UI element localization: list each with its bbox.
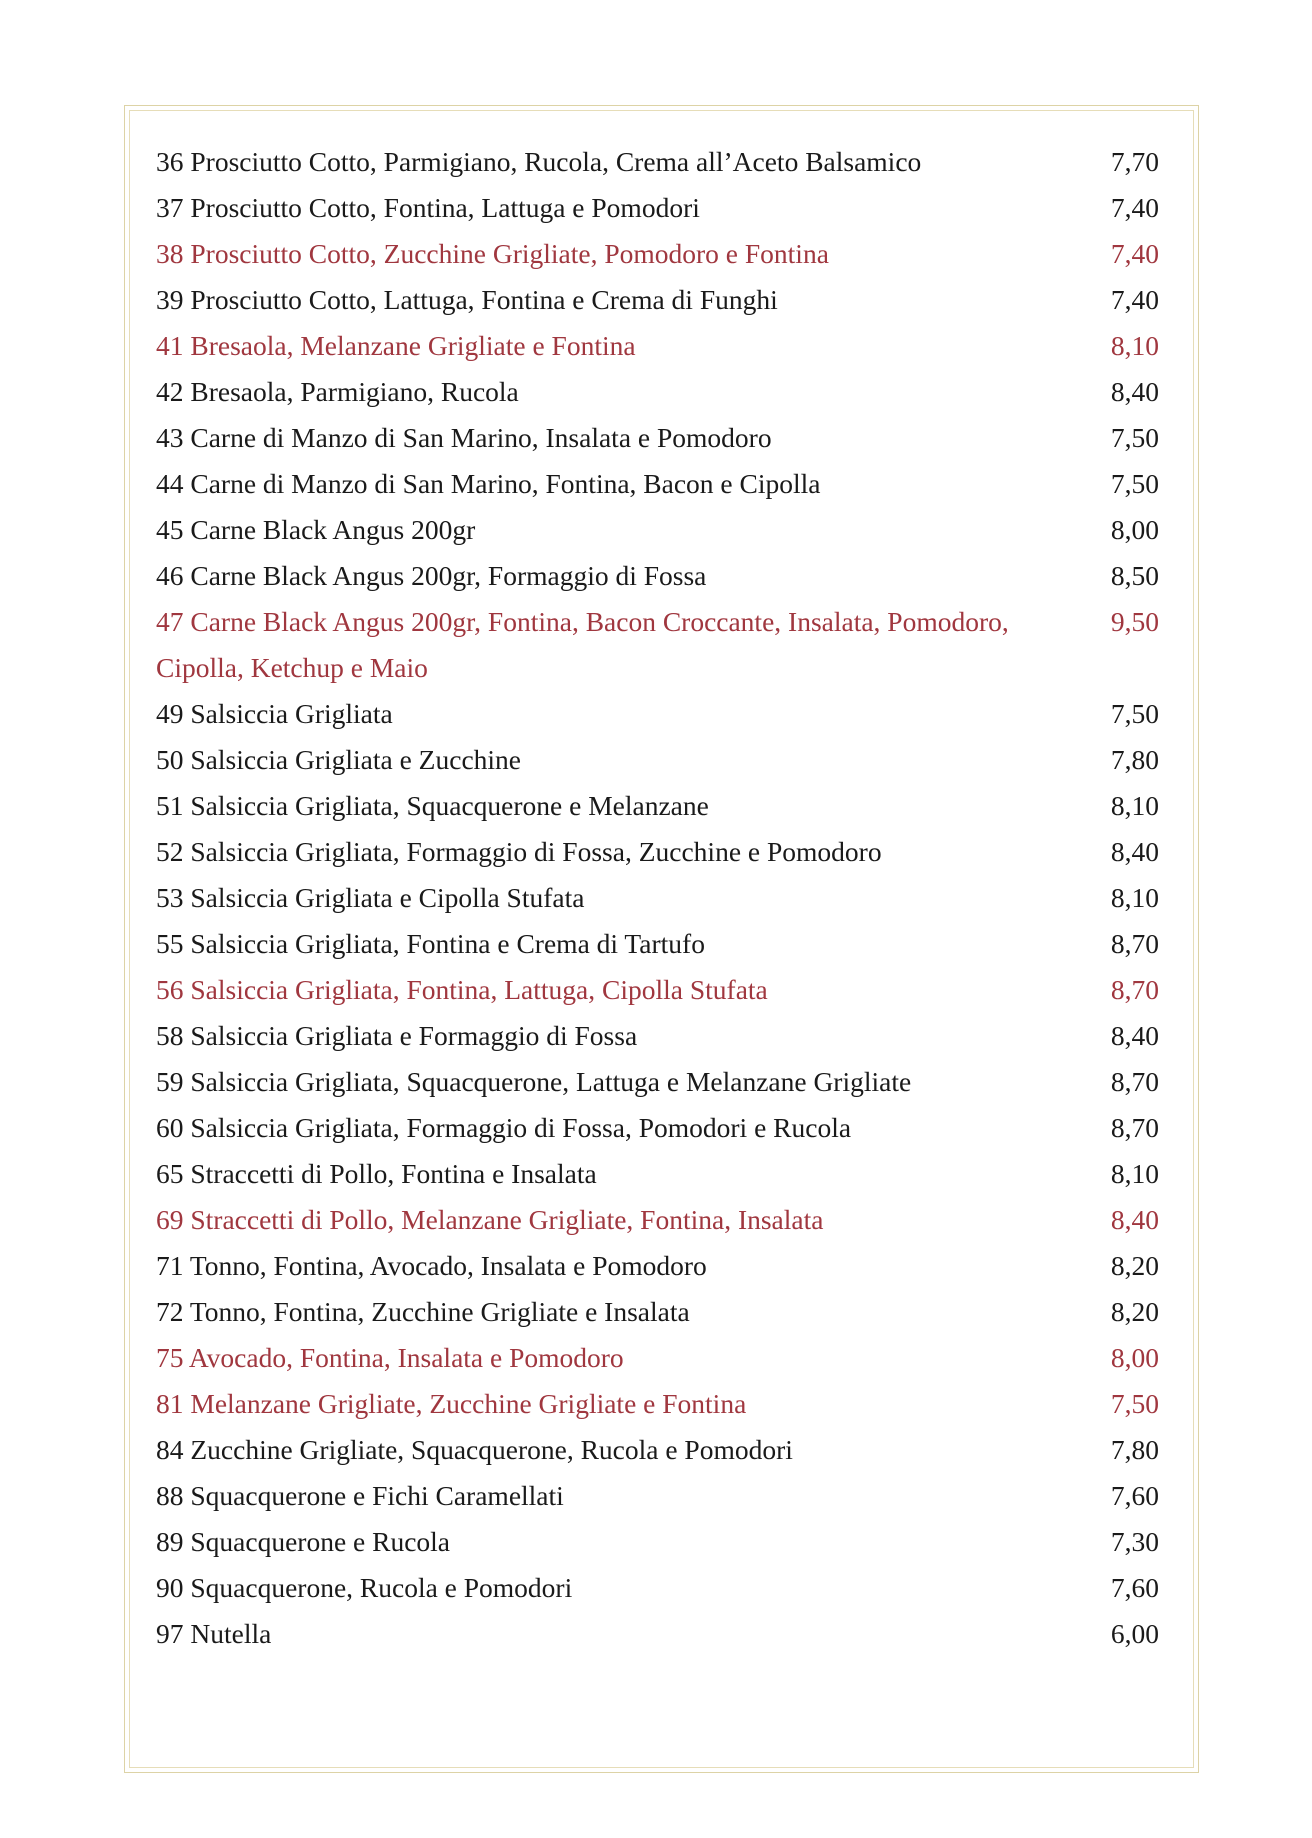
menu-item-featured bbox=[156, 599, 1159, 691]
item-price: 8,20 bbox=[1110, 1250, 1159, 1281]
item-description: 97 Nutella bbox=[156, 1618, 272, 1649]
item-price: 7,80 bbox=[1110, 1434, 1159, 1465]
menu-item bbox=[156, 1105, 1159, 1151]
menu-item-featured bbox=[156, 1335, 1159, 1381]
menu-item bbox=[156, 1289, 1159, 1335]
item-price: 7,40 bbox=[1110, 238, 1159, 269]
item-price: 7,30 bbox=[1110, 1526, 1159, 1557]
item-description: 89 Squacquerone e Rucola bbox=[156, 1526, 451, 1557]
menu-item bbox=[156, 921, 1159, 967]
item-price: 8,70 bbox=[1110, 974, 1159, 1005]
item-price: 7,50 bbox=[1110, 1388, 1159, 1419]
item-description: 52 Salsiccia Grigliata, Formaggio di Fossa, Zucchine e Pomodoro bbox=[156, 836, 882, 867]
item-price: 8,20 bbox=[1110, 1296, 1159, 1327]
item-price: 8,70 bbox=[1110, 1112, 1159, 1143]
item-price: 8,10 bbox=[1110, 790, 1159, 821]
item-price: 8,70 bbox=[1110, 928, 1159, 959]
item-description: 58 Salsiccia Grigliata e Formaggio di Fossa bbox=[156, 1020, 638, 1051]
item-description: 51 Salsiccia Grigliata, Squacquerone e Melanzane bbox=[156, 790, 709, 821]
menu-item bbox=[156, 369, 1159, 415]
menu-item bbox=[156, 1151, 1159, 1197]
menu-item bbox=[156, 1243, 1159, 1289]
menu-item bbox=[156, 875, 1159, 921]
item-description: 56 Salsiccia Grigliata, Fontina, Lattuga, Cipolla Stufata bbox=[156, 974, 768, 1005]
item-description: 46 Carne Black Angus 200gr, Formaggio di Fossa bbox=[156, 560, 707, 591]
item-price: 7,40 bbox=[1110, 284, 1159, 315]
item-price: 8,10 bbox=[1110, 330, 1159, 361]
item-description: 59 Salsiccia Grigliata, Squacquerone, Lattuga e Melanzane Grigliate bbox=[156, 1066, 912, 1097]
item-price: 7,50 bbox=[1110, 422, 1159, 453]
item-price: 9,50 bbox=[1110, 606, 1159, 637]
item-price: 8,00 bbox=[1110, 514, 1159, 545]
item-price: 8,70 bbox=[1110, 1066, 1159, 1097]
item-description: 47 Carne Black Angus 200gr, Fontina, Bacon Croccante, Insalata, Pomodoro, Cipolla, Ketchup e Maio bbox=[156, 606, 1009, 683]
menu-item bbox=[156, 507, 1159, 553]
item-description: 45 Carne Black Angus 200gr bbox=[156, 514, 476, 545]
menu-item bbox=[156, 1473, 1159, 1519]
menu-item bbox=[156, 139, 1159, 185]
item-description: 81 Melanzane Grigliate, Zucchine Grigliate e Fontina bbox=[156, 1388, 747, 1419]
item-price: 8,40 bbox=[1110, 836, 1159, 867]
menu-item bbox=[156, 1059, 1159, 1105]
item-description: 75 Avocado, Fontina, Insalata e Pomodoro bbox=[156, 1342, 624, 1373]
item-description: 36 Prosciutto Cotto, Parmigiano, Rucola, Crema all’Aceto Balsamico bbox=[156, 146, 922, 177]
menu-item bbox=[156, 691, 1159, 737]
menu-item bbox=[156, 1611, 1159, 1657]
item-price: 8,10 bbox=[1110, 1158, 1159, 1189]
item-description: 44 Carne di Manzo di San Marino, Fontina, Bacon e Cipolla bbox=[156, 468, 821, 499]
item-description: 39 Prosciutto Cotto, Lattuga, Fontina e Crema di Funghi bbox=[156, 284, 778, 315]
item-price: 7,60 bbox=[1110, 1480, 1159, 1511]
item-description: 60 Salsiccia Grigliata, Formaggio di Fossa, Pomodori e Rucola bbox=[156, 1112, 852, 1143]
item-price: 8,10 bbox=[1110, 882, 1159, 913]
item-description: 50 Salsiccia Grigliata e Zucchine bbox=[156, 744, 521, 775]
item-description: 37 Prosciutto Cotto, Fontina, Lattuga e Pomodori bbox=[156, 192, 700, 223]
item-price: 7,60 bbox=[1110, 1572, 1159, 1603]
menu-item bbox=[156, 783, 1159, 829]
item-description: 38 Prosciutto Cotto, Zucchine Grigliate, Pomodoro e Fontina bbox=[156, 238, 829, 269]
item-description: 84 Zucchine Grigliate, Squacquerone, Rucola e Pomodori bbox=[156, 1434, 793, 1465]
menu-item bbox=[156, 277, 1159, 323]
item-description: 72 Tonno, Fontina, Zucchine Grigliate e Insalata bbox=[156, 1296, 690, 1327]
item-description: 69 Straccetti di Pollo, Melanzane Grigliate, Fontina, Insalata bbox=[156, 1204, 824, 1235]
menu-item bbox=[156, 1427, 1159, 1473]
menu-item-featured bbox=[156, 1197, 1159, 1243]
menu-item bbox=[156, 1565, 1159, 1611]
item-price: 7,70 bbox=[1110, 146, 1159, 177]
menu-item bbox=[156, 415, 1159, 461]
menu-list bbox=[156, 139, 1159, 1657]
menu-item bbox=[156, 737, 1159, 783]
item-description: 65 Straccetti di Pollo, Fontina e Insalata bbox=[156, 1158, 597, 1189]
item-description: 53 Salsiccia Grigliata e Cipolla Stufata bbox=[156, 882, 585, 913]
item-price: 8,50 bbox=[1110, 560, 1159, 591]
item-price: 8,40 bbox=[1110, 1204, 1159, 1235]
item-description: 49 Salsiccia Grigliata bbox=[156, 698, 393, 729]
item-description: 71 Tonno, Fontina, Avocado, Insalata e Pomodoro bbox=[156, 1250, 707, 1281]
item-price: 7,40 bbox=[1110, 192, 1159, 223]
item-description: 41 Bresaola, Melanzane Grigliate e Fontina bbox=[156, 330, 636, 361]
item-description: 43 Carne di Manzo di San Marino, Insalata e Pomodoro bbox=[156, 422, 772, 453]
menu-item-featured bbox=[156, 231, 1159, 277]
menu-item-featured bbox=[156, 323, 1159, 369]
menu-item bbox=[156, 1519, 1159, 1565]
item-description: 42 Bresaola, Parmigiano, Rucola bbox=[156, 376, 519, 407]
menu-item bbox=[156, 461, 1159, 507]
menu-item bbox=[156, 1013, 1159, 1059]
menu-item-featured bbox=[156, 1381, 1159, 1427]
item-description: 88 Squacquerone e Fichi Caramellati bbox=[156, 1480, 564, 1511]
menu-item-featured bbox=[156, 967, 1159, 1013]
item-price: 7,50 bbox=[1110, 468, 1159, 499]
menu-item bbox=[156, 829, 1159, 875]
item-description: 90 Squacquerone, Rucola e Pomodori bbox=[156, 1572, 573, 1603]
item-price: 7,80 bbox=[1110, 744, 1159, 775]
menu-item bbox=[156, 185, 1159, 231]
item-price: 8,40 bbox=[1110, 376, 1159, 407]
item-price: 6,00 bbox=[1110, 1618, 1159, 1649]
item-price: 8,00 bbox=[1110, 1342, 1159, 1373]
item-price: 8,40 bbox=[1110, 1020, 1159, 1051]
menu-item bbox=[156, 553, 1159, 599]
item-description: 55 Salsiccia Grigliata, Fontina e Crema di Tartufo bbox=[156, 928, 705, 959]
item-price: 7,50 bbox=[1110, 698, 1159, 729]
